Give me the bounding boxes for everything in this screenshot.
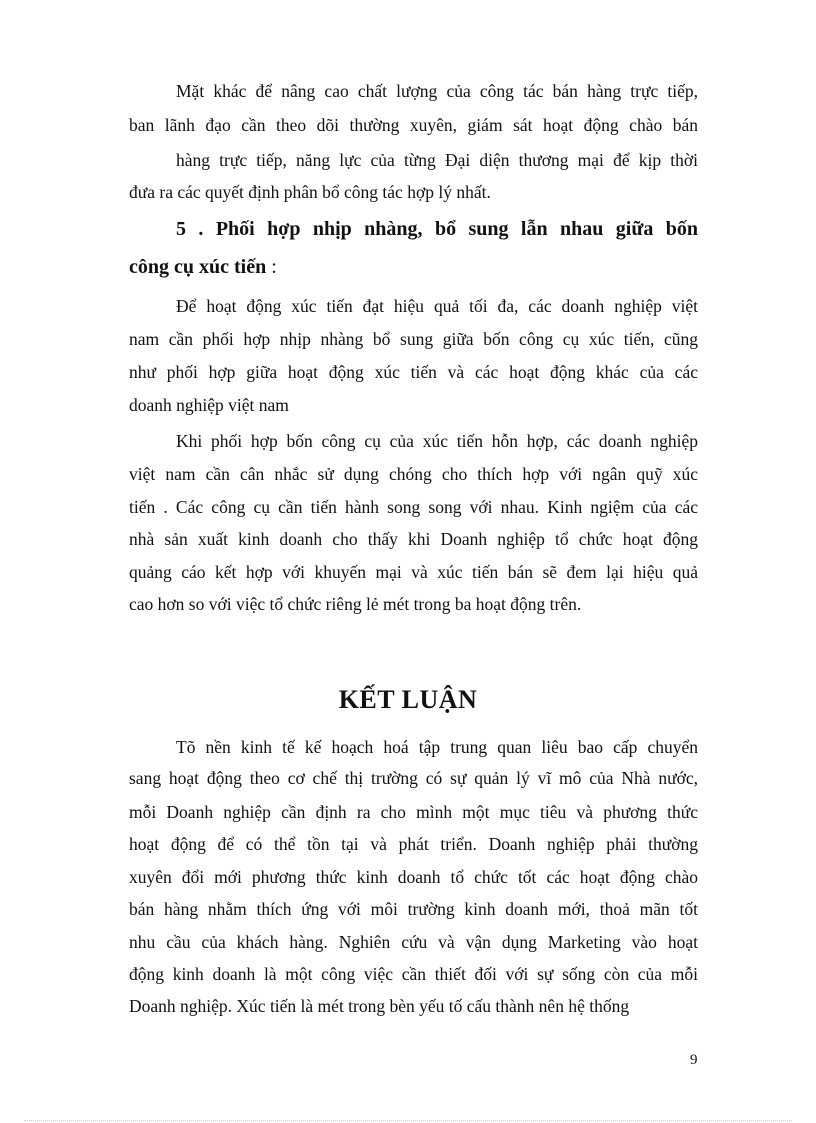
text-line: động kinh doanh là một công việc cần thiết đối với sự sống còn của mỗi (129, 964, 698, 984)
text-line: hoạt động để có thể tồn tại và phát triển. Doanh nghiệp phải thường (129, 834, 698, 854)
text-line: việt nam cần cân nhắc sử dụng chóng cho thích hợp với ngân quỹ xúc (129, 464, 698, 484)
text-line: đưa ra các quyết định phân bổ công tác hợp lý nhất. (129, 182, 491, 202)
text-line: Khi phối hợp bốn công cụ của xúc tiến hỗn hợp, các doanh nghiệp (176, 431, 698, 451)
text-line: tiến . Các công cụ cần tiến hành song song với nhau. Kinh ngiệm của các (129, 497, 698, 517)
page-number: 9 (690, 1052, 698, 1068)
text-line: nhu cầu của khách hàng. Nghiên cứu và vận dụng Marketing vào hoạt (129, 932, 698, 952)
text-line: nhà sản xuất kinh doanh cho thấy khi Doanh nghiệp tổ chức hoạt động (129, 529, 698, 549)
heading-trailing-text: : (266, 256, 277, 278)
text-line: quảng cáo kết hợp với khuyến mại và xúc tiến bán sẽ đem lại hiệu quả (129, 562, 698, 582)
text-line: Doanh nghiệp. Xúc tiến là mét trong bèn yếu tố cấu thành nên hệ thống (129, 996, 630, 1016)
heading-bold-text: công cụ xúc tiến (129, 256, 267, 278)
text-line: hàng trực tiếp, năng lực của từng Đại diện thương mại để kịp thời (176, 150, 698, 170)
text-line: nam cần phối hợp nhịp nhàng bổ sung giữa bốn công cụ xúc tiến, cũng (129, 329, 698, 349)
text-line: như phối hợp giữa hoạt động xúc tiến và các hoạt động khác của các (129, 362, 698, 382)
heading-line (129, 253, 698, 281)
text-line: bán hàng nhằm thích ứng với môi trường kinh doanh mới, thoả mãn tốt (129, 899, 698, 919)
text-line: mỗi Doanh nghiệp cần định ra cho mình một mục tiêu và phương thức (129, 802, 698, 822)
text-line: ban lãnh đạo cần theo dõi thường xuyên, giám sát hoạt động chào bán (129, 115, 698, 135)
text-line: doanh nghiệp việt nam (129, 395, 289, 415)
text-line: sang hoạt động theo cơ chế thị trường có sự quản lý vĩ mô của Nhà nước, (129, 768, 698, 788)
text-line: Tõ nền kinh tế kế hoạch hoá tập trung quan liêu bao cấp chuyển (176, 737, 698, 757)
text-line: Để hoạt động xúc tiến đạt hiệu quả tối đa, các doanh nghiệp việt (176, 296, 698, 316)
text-line: Mặt khác để nâng cao chất lượng của công tác bán hàng trực tiếp, (176, 81, 698, 101)
conclusion-title: KẾT LUẬN (338, 685, 478, 714)
heading-line: 5 . Phối hợp nhịp nhàng, bổ sung lẫn nhau giữa bốn (176, 218, 698, 240)
text-line: cao hơn so với việc tổ chức riêng lẻ mét trong ba hoạt động trên. (129, 594, 582, 614)
page-bottom-edge (24, 1120, 792, 1121)
text-line: xuyên đổi mới phương thức kinh doanh tổ chức tốt các hoạt động chào (129, 867, 698, 887)
